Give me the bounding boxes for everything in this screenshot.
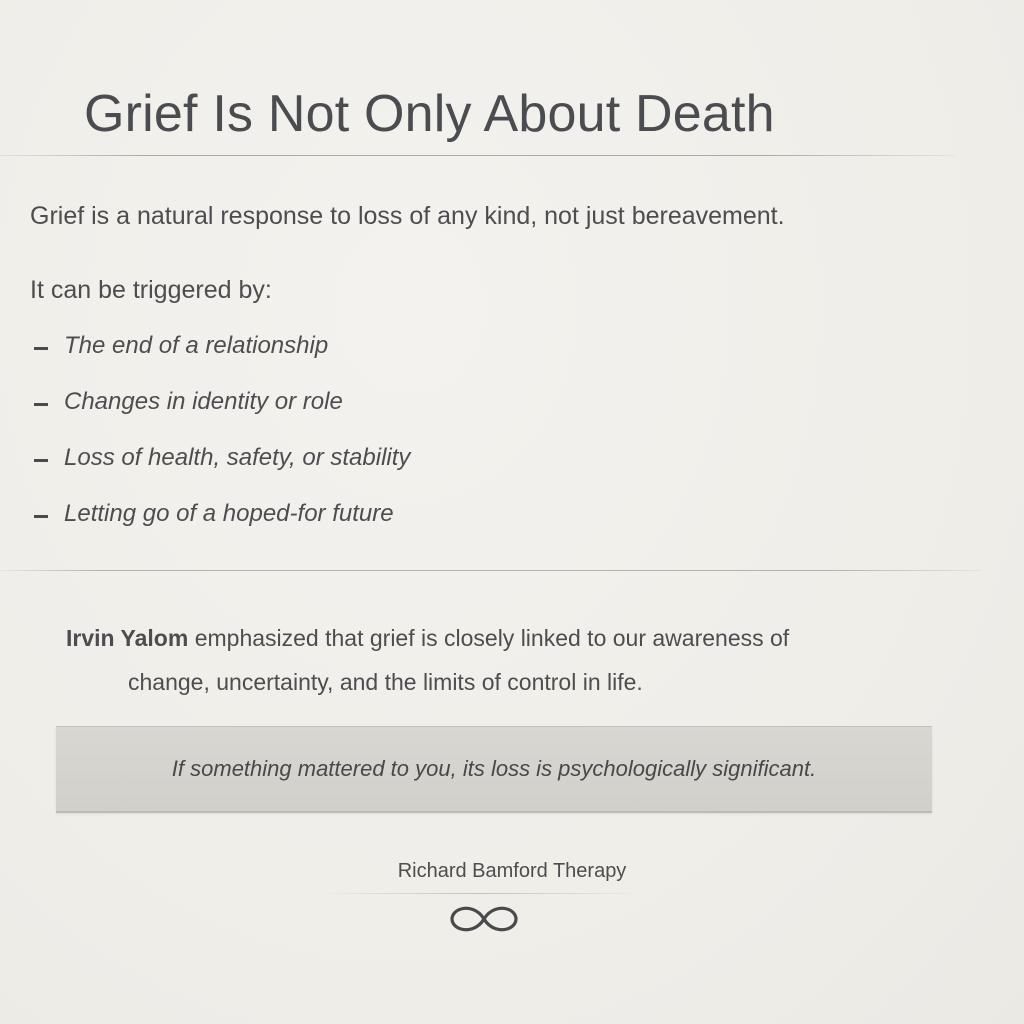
list-item xyxy=(34,500,410,556)
dash-bullet-icon xyxy=(34,459,48,462)
infinity-icon xyxy=(448,904,520,934)
list-item-text: Loss of health, safety, or stability xyxy=(64,444,411,471)
brand-name: Richard Bamford Therapy xyxy=(397,860,627,882)
list-item-text: Letting go of a hoped-for future xyxy=(64,500,394,527)
dash-bullet-icon xyxy=(34,347,48,350)
list-item xyxy=(34,388,410,444)
author-name: Irvin Yalom xyxy=(66,625,189,651)
quote-text: If something mattered to you, its loss is psychologically significant. xyxy=(171,756,817,781)
quote-box xyxy=(56,726,932,813)
yalom-line1: emphasized that grief is closely linked to our awareness of xyxy=(188,625,790,651)
dash-bullet-icon xyxy=(34,515,48,518)
list-item-text: Changes in identity or role xyxy=(64,388,343,415)
brand-divider xyxy=(330,893,630,894)
dash-bullet-icon xyxy=(34,403,48,406)
section-divider xyxy=(0,570,980,571)
intro-text: Grief is a natural response to loss of any kind, not just bereavement. xyxy=(30,202,785,230)
list-item xyxy=(34,444,410,500)
list-item xyxy=(34,332,410,388)
title-divider xyxy=(0,155,955,156)
page-title: Grief Is Not Only About Death xyxy=(84,85,775,143)
trigger-label: It can be triggered by: xyxy=(30,276,272,304)
yalom-paragraph xyxy=(66,616,926,704)
yalom-line2: change, uncertainty, and the limits of control in life. xyxy=(128,669,643,695)
trigger-list xyxy=(34,332,410,556)
list-item-text: The end of a relationship xyxy=(64,332,329,359)
